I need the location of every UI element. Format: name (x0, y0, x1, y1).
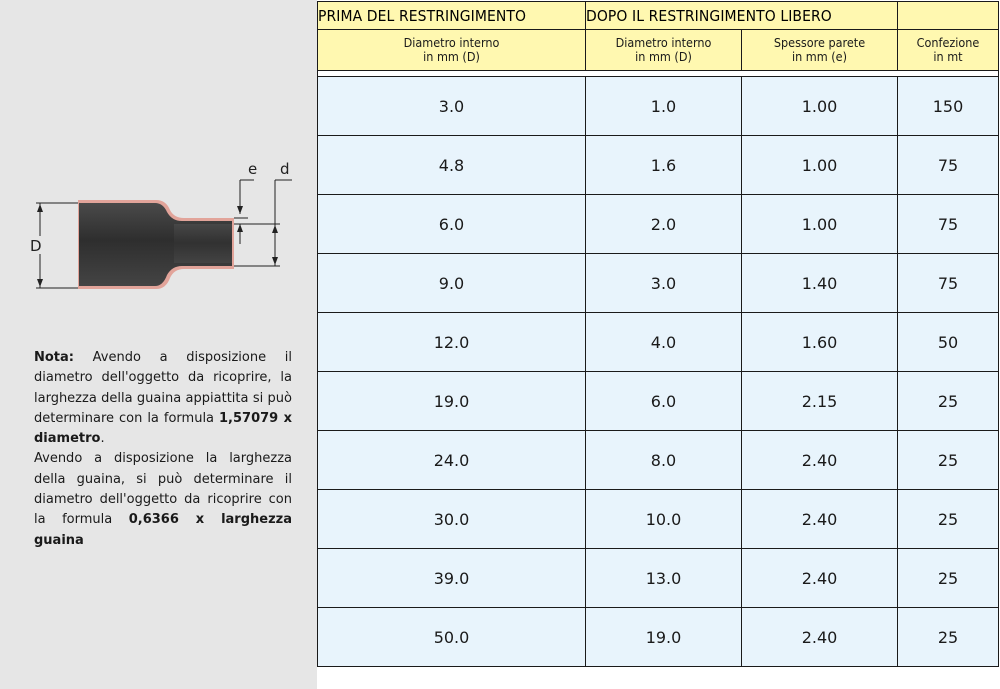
left-panel (0, 0, 317, 689)
table-row (318, 195, 999, 254)
cell-wall-thickness: 2.40 (742, 431, 898, 490)
group-header-row (318, 2, 999, 30)
label-e: e (248, 160, 258, 178)
column-header-inner-diameter-after (586, 30, 742, 71)
cell-diameter-before: 50.0 (318, 608, 586, 667)
cell-wall-thickness: 2.40 (742, 490, 898, 549)
cell-wall-thickness: 2.40 (742, 608, 898, 667)
shrink-sleeve-diagram (22, 148, 312, 298)
header-line: in mm (D) (423, 49, 480, 64)
cell-diameter-before: 12.0 (318, 313, 586, 372)
table-row (318, 77, 999, 136)
header-line: in mm (D) (635, 49, 692, 64)
label-D: D (30, 237, 42, 255)
sleeve-small-section (174, 224, 232, 263)
note-paragraph-2 (34, 449, 292, 550)
table-row (318, 431, 999, 490)
cell-package: 75 (898, 195, 999, 254)
cell-wall-thickness: 1.60 (742, 313, 898, 372)
table-row (318, 549, 999, 608)
table-row (318, 490, 999, 549)
group-header-after: DOPO IL RESTRINGIMENTO LIBERO (586, 2, 898, 30)
cell-wall-thickness: 2.40 (742, 549, 898, 608)
table-row (318, 313, 999, 372)
cell-diameter-before: 9.0 (318, 254, 586, 313)
note-formula-1: 1,57079 x diametro (34, 410, 292, 447)
cell-diameter-after: 19.0 (586, 608, 742, 667)
header-line: in mt (933, 49, 963, 64)
cell-wall-thickness: 1.00 (742, 195, 898, 254)
group-header-before: PRIMA DEL RESTRINGIMENTO (318, 2, 586, 30)
note-formula-2: 0,6366 x larghezza guaina (34, 512, 292, 548)
cell-diameter-after: 10.0 (586, 490, 742, 549)
cell-package: 75 (898, 254, 999, 313)
cell-diameter-after: 8.0 (586, 431, 742, 490)
note-label: Nota: (34, 350, 74, 365)
cell-diameter-after: 6.0 (586, 372, 742, 431)
formula-note (34, 348, 292, 551)
cell-package: 25 (898, 608, 999, 667)
specification-table (317, 1, 999, 667)
column-header-wall-thickness (742, 30, 898, 71)
note-text-1: Avendo a disposizione il diametro dell'oggetto da ricoprire, la larghezza della guaina appiattita si può determinare con la formula (34, 350, 292, 426)
cell-wall-thickness: 1.00 (742, 77, 898, 136)
column-header-package (898, 30, 999, 71)
cell-package: 25 (898, 490, 999, 549)
cell-diameter-before: 24.0 (318, 431, 586, 490)
cell-diameter-after: 4.0 (586, 313, 742, 372)
cell-wall-thickness: 1.40 (742, 254, 898, 313)
group-header-empty (898, 2, 999, 30)
cell-package: 50 (898, 313, 999, 372)
table-row (318, 136, 999, 195)
column-header-inner-diameter-before (318, 30, 586, 71)
cell-diameter-after: 3.0 (586, 254, 742, 313)
column-header-row (318, 30, 999, 71)
cell-package: 25 (898, 372, 999, 431)
cell-package: 150 (898, 77, 999, 136)
cell-diameter-before: 3.0 (318, 77, 586, 136)
cell-diameter-before: 19.0 (318, 372, 586, 431)
label-d: d (280, 160, 290, 178)
header-line: Diametro interno (615, 35, 712, 50)
header-line: Spessore parete (773, 35, 866, 50)
cell-diameter-after: 2.0 (586, 195, 742, 254)
cell-diameter-after: 1.6 (586, 136, 742, 195)
table-row (318, 608, 999, 667)
header-line: Confezione (916, 35, 980, 50)
cell-diameter-before: 30.0 (318, 490, 586, 549)
cell-package: 25 (898, 431, 999, 490)
cell-diameter-after: 1.0 (586, 77, 742, 136)
cell-diameter-before: 39.0 (318, 549, 586, 608)
note-text-1-end: . (100, 431, 105, 447)
cell-wall-thickness: 2.15 (742, 372, 898, 431)
table-row (318, 254, 999, 313)
header-line: in mm (e) (791, 49, 847, 64)
cell-package: 75 (898, 136, 999, 195)
note-text-2: Avendo a disposizione la larghezza della guaina, si può determinare il diametro dell'oggetto da ricoprire con la formula (34, 451, 292, 528)
cell-wall-thickness: 1.00 (742, 136, 898, 195)
note-paragraph-1 (34, 348, 292, 449)
cell-diameter-after: 13.0 (586, 549, 742, 608)
header-line: Diametro interno (403, 35, 500, 50)
table-row (318, 372, 999, 431)
cell-diameter-before: 4.8 (318, 136, 586, 195)
cell-diameter-before: 6.0 (318, 195, 586, 254)
cell-package: 25 (898, 549, 999, 608)
